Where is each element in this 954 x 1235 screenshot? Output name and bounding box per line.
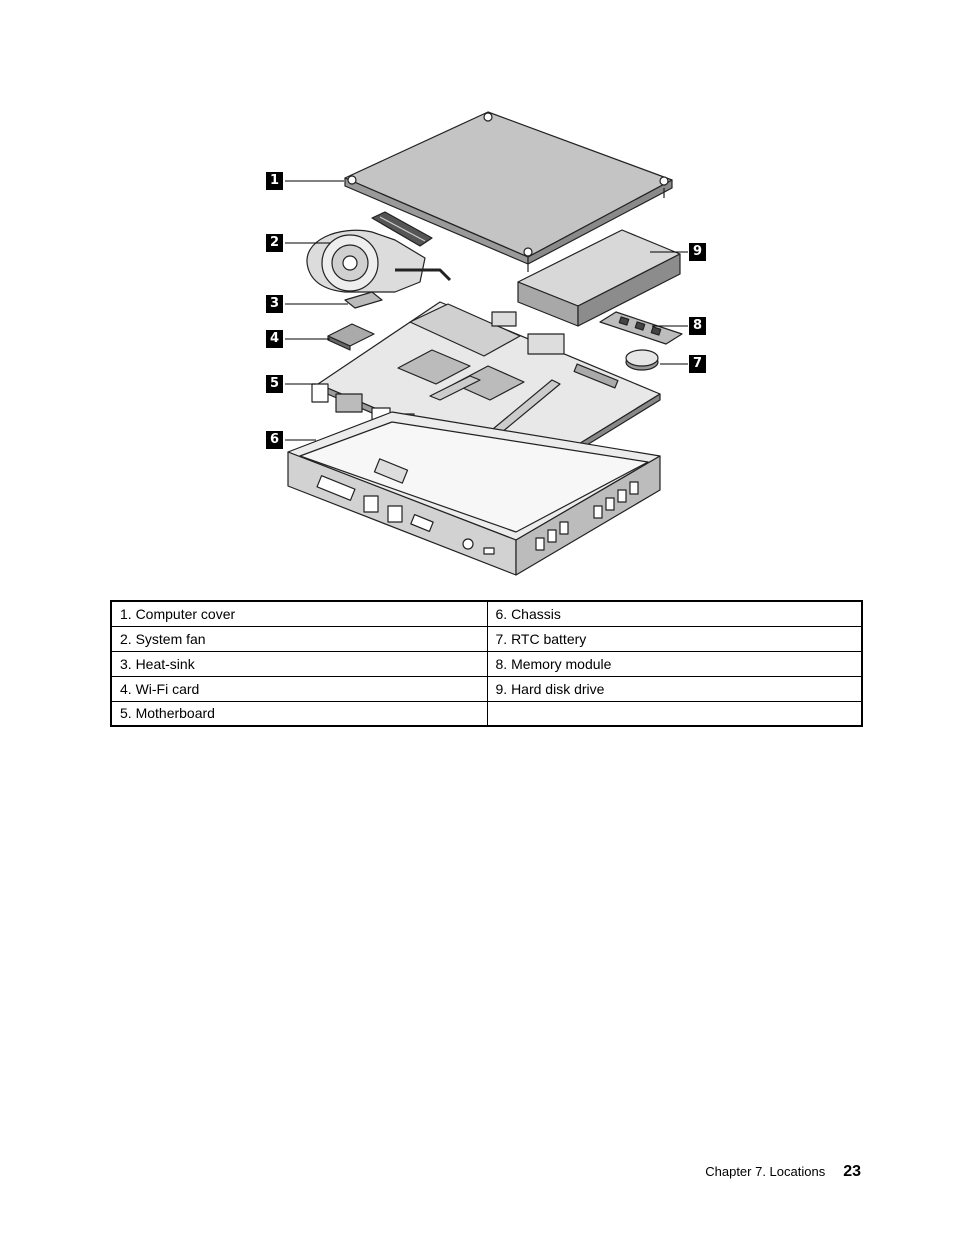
callout-4: 4 — [266, 330, 283, 348]
parts-legend-table — [110, 600, 863, 727]
callout-5: 5 — [266, 375, 283, 393]
memory-module-drawing — [600, 312, 682, 344]
callout-1: 1 — [266, 172, 283, 190]
table-cell: 1. Computer cover — [111, 601, 487, 626]
fan-heatsink-drawing — [307, 212, 450, 308]
exploded-view-drawing — [0, 0, 954, 590]
table-cell: 8. Memory module — [487, 651, 862, 676]
exploded-view-figure — [0, 0, 954, 590]
callout-3: 3 — [266, 295, 283, 313]
table-cell: 3. Heat-sink — [111, 651, 487, 676]
table-row — [111, 651, 862, 676]
page-footer — [705, 1163, 861, 1181]
rtc-battery-drawing — [626, 350, 658, 370]
table-cell — [487, 701, 862, 726]
table-cell: 9. Hard disk drive — [487, 676, 862, 701]
wifi-card-drawing — [328, 324, 374, 350]
table-cell: 5. Motherboard — [111, 701, 487, 726]
callout-7: 7 — [689, 355, 706, 373]
callout-9: 9 — [689, 243, 706, 261]
table-row — [111, 626, 862, 651]
table-cell: 2. System fan — [111, 626, 487, 651]
footer-chapter-title: Chapter 7. Locations — [705, 1164, 826, 1179]
chassis-drawing — [288, 412, 660, 575]
page-number: 23 — [843, 1163, 861, 1180]
table-row — [111, 601, 862, 626]
table-row — [111, 701, 862, 726]
callout-2: 2 — [266, 234, 283, 252]
table-cell: 6. Chassis — [487, 601, 862, 626]
callout-8: 8 — [689, 317, 706, 335]
table-cell: 7. RTC battery — [487, 626, 862, 651]
table-cell: 4. Wi-Fi card — [111, 676, 487, 701]
table-row — [111, 676, 862, 701]
callout-6: 6 — [266, 431, 283, 449]
